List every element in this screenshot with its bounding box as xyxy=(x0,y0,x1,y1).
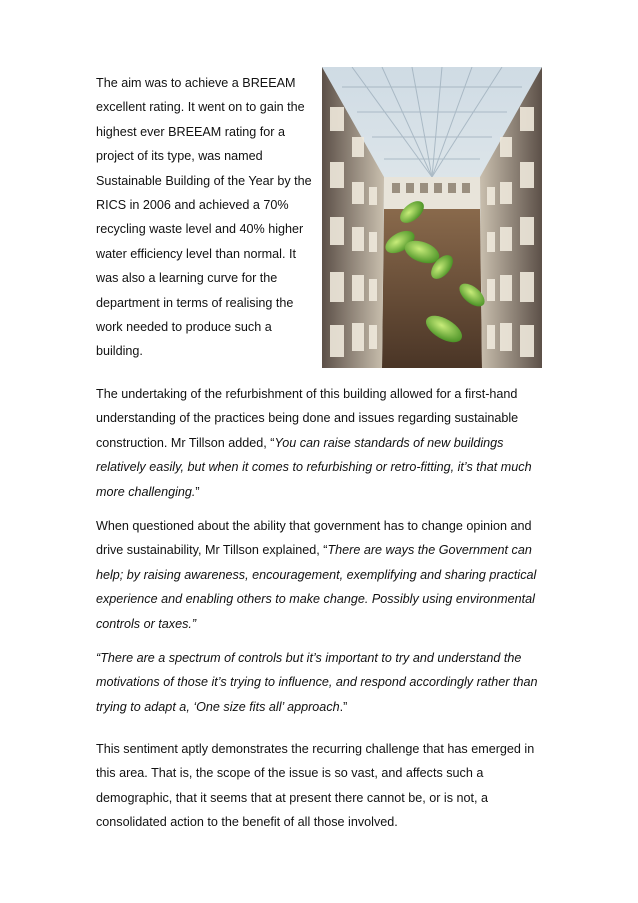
tillson-quote-2: There are ways the Government can help; by raising awareness, encouragement, exemplifying and sharing practical experience and enabling others to make change. Possibly using environmental controls or taxes.” xyxy=(96,543,537,631)
tillson-quote-3: “There are a spectrum of controls but it’s important to try and understand the motivations of those it’s trying to influence, and respond accordingly rather than trying to adapt a, ‘One size fits all’ approach xyxy=(96,651,538,714)
tillson-quote-1: You can raise standards of new buildings relatively easily, but when it comes to refurbishing or retro-fitting, it’s that much more challenging. xyxy=(96,435,532,499)
quote-close-1: ” xyxy=(195,484,200,499)
quote-close-3: .” xyxy=(339,699,348,714)
conclusion-paragraph: This sentiment aptly demonstrates the recurring challenge that has emerged in this area. That is, the scope of the issue is so vast, and affects such a demographic, that it seems that at present there cannot be, or is not, a consolidated action to the benefit of all those involved. xyxy=(96,742,535,830)
atrium-image xyxy=(322,67,542,368)
intro-paragraph: The aim was to achieve a BREEAM excellent rating. It went on to gain the highest ever BREEAM rating for a project of its type, was named Sustainable Building of the Year by the RICS in 2006 and achieved a 70% recycling waste level and 40% higher water efficiency level than normal. It was also a learning curve for the department in terms of realising the work needed to produce such a building. xyxy=(96,76,312,359)
spectrum-quote-paragraph xyxy=(96,646,546,719)
government-text: When questioned about the ability that government has to change opinion and drive sustainability, Mr Tillson explained, “ xyxy=(96,519,532,558)
atrium-photo xyxy=(322,67,542,368)
government-paragraph xyxy=(96,514,546,636)
refurbishment-paragraph xyxy=(96,382,546,504)
refurbishment-text: The undertaking of the refurbishment of this building allowed for a first-hand understanding of the practices being done and issues regarding sustainable construction. Mr Tillson added, “ xyxy=(96,387,519,450)
